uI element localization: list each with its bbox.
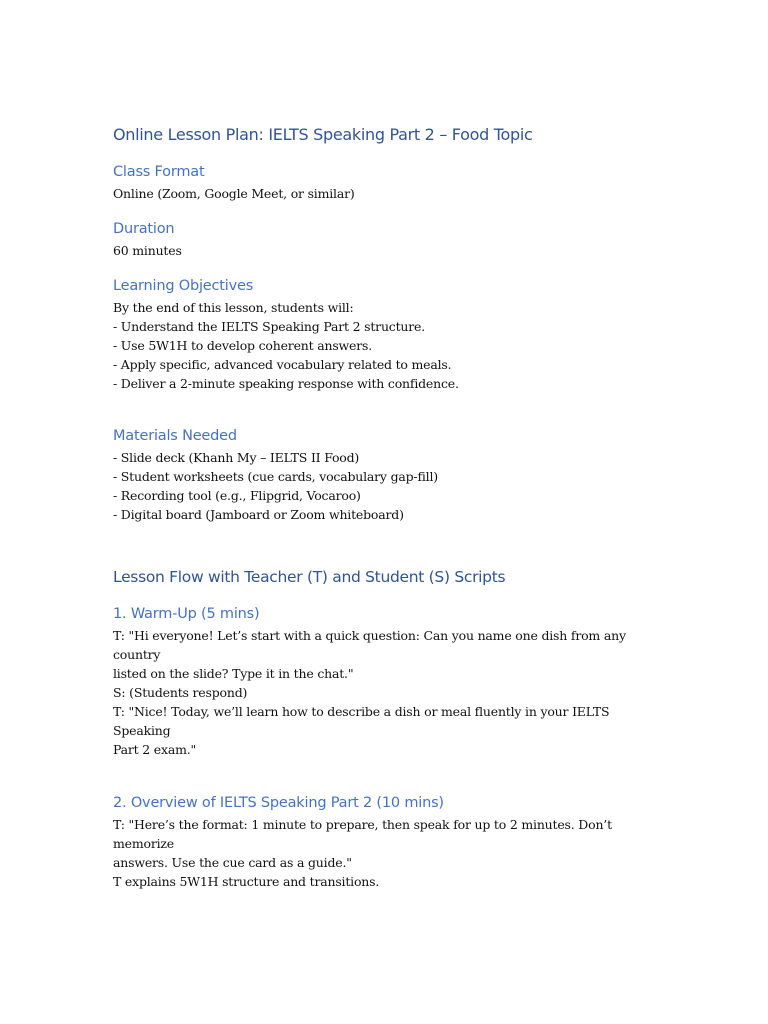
material-line: - Digital board (Jamboard or Zoom whiteboard)	[113, 507, 404, 522]
material-line: - Slide deck (Khanh My – IELTS II Food)	[113, 450, 360, 465]
learning-objectives-heading: Learning Objectives	[113, 278, 254, 294]
material-line: - Student worksheets (cue cards, vocabulary gap-fill)	[113, 469, 438, 484]
class-format-text: Online (Zoom, Google Meet, or similar)	[113, 186, 355, 201]
materials-text	[113, 448, 658, 524]
script-line: answers. Use the cue card as a guide."	[113, 855, 352, 870]
script-line: Part 2 exam."	[113, 742, 197, 757]
objective-line: - Apply specific, advanced vocabulary related to meals.	[113, 357, 452, 372]
objective-line: - Understand the IELTS Speaking Part 2 structure.	[113, 319, 426, 334]
document-title: Online Lesson Plan: IELTS Speaking Part 2 – Food Topic	[113, 125, 533, 144]
script-line: listed on the slide? Type it in the chat."	[113, 666, 354, 681]
material-line: - Recording tool (e.g., Flipgrid, Vocaroo)	[113, 488, 361, 503]
script-line: T explains 5W1H structure and transitions.	[113, 874, 380, 889]
script-line: T: "Here’s the format: 1 minute to prepare, then speak for up to 2 minutes. Don’t memorize	[113, 817, 612, 851]
class-format-heading: Class Format	[113, 164, 205, 180]
duration-text: 60 minutes	[113, 243, 182, 258]
warm-up-heading: 1. Warm-Up (5 mins)	[113, 606, 260, 622]
script-line: T: "Nice! Today, we’ll learn how to describe a dish or meal fluently in your IELTS Speaking	[113, 704, 610, 738]
warm-up-text	[113, 626, 658, 759]
objective-line: By the end of this lesson, students will:	[113, 300, 354, 315]
objective-line: - Deliver a 2-minute speaking response with confidence.	[113, 376, 459, 391]
overview-heading: 2. Overview of IELTS Speaking Part 2 (10 mins)	[113, 795, 444, 811]
document-body	[113, 124, 658, 891]
script-line: T: "Hi everyone! Let’s start with a quick question: Can you name one dish from any country	[113, 628, 626, 662]
script-line: S: (Students respond)	[113, 685, 248, 700]
learning-objectives-text	[113, 298, 658, 393]
lesson-flow-heading: Lesson Flow with Teacher (T) and Student (S) Scripts	[113, 568, 506, 586]
materials-heading: Materials Needed	[113, 428, 237, 444]
objective-line: - Use 5W1H to develop coherent answers.	[113, 338, 372, 353]
duration-heading: Duration	[113, 221, 175, 237]
overview-text	[113, 815, 658, 891]
